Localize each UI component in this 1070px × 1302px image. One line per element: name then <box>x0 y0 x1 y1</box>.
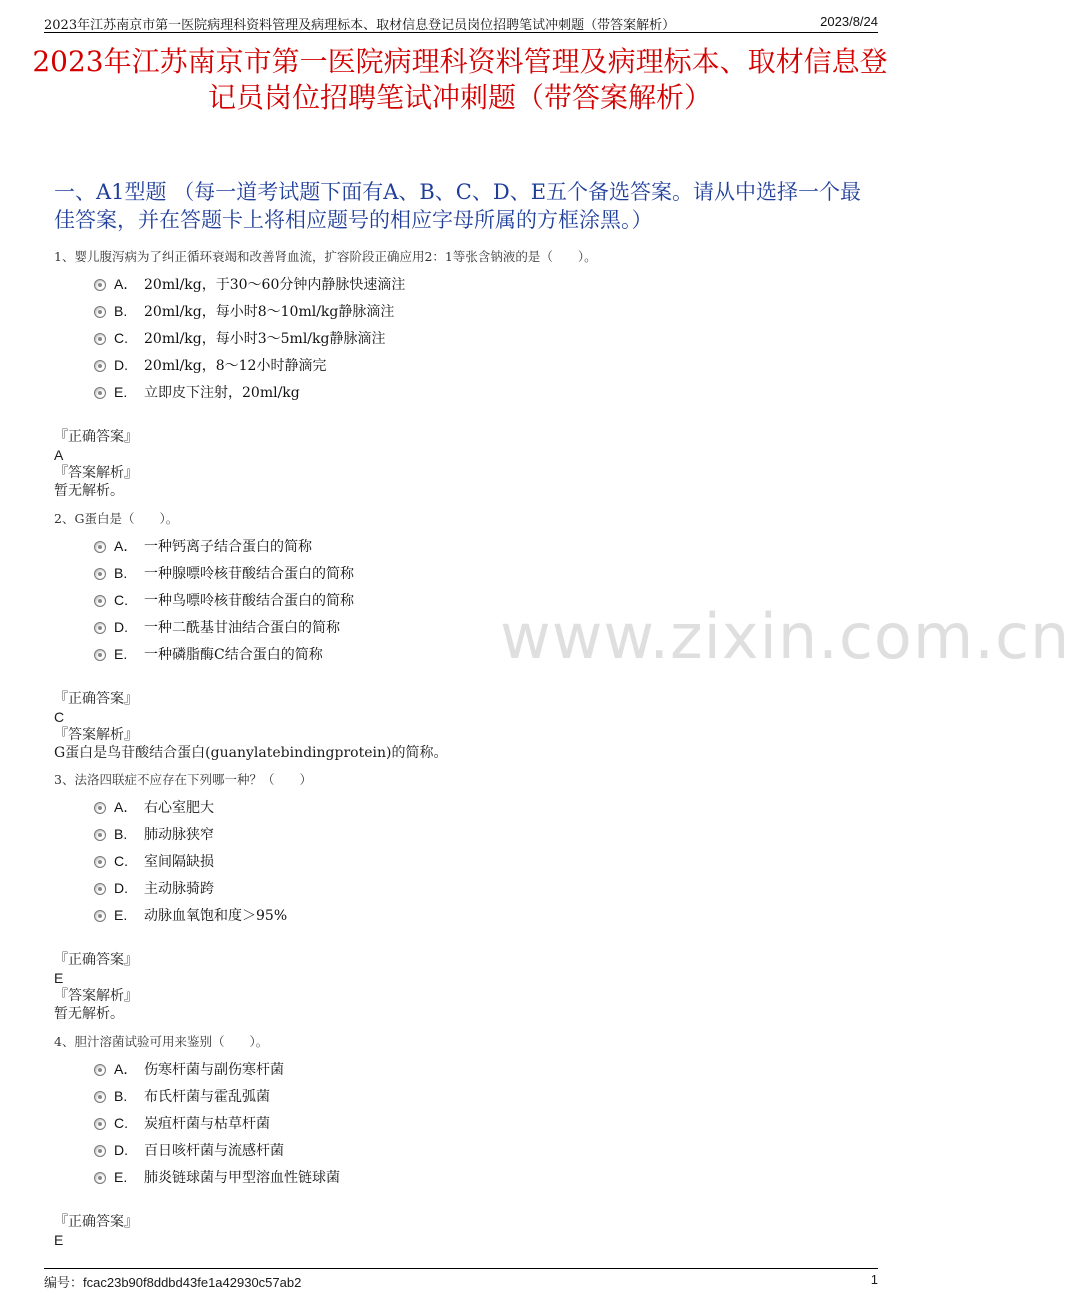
question-stem: 3、法洛四联症不应存在下列哪一种？（ ） <box>54 772 312 787</box>
radio-icon[interactable] <box>94 360 106 372</box>
radio-icon[interactable] <box>94 387 106 399</box>
radio-icon[interactable] <box>94 622 106 634</box>
radio-icon[interactable] <box>94 1172 106 1184</box>
explanation-text: 暂无解析。 <box>54 1006 124 1022</box>
radio-icon[interactable] <box>94 829 106 841</box>
footer-code-value: fcac23b90f8ddbd43fe1a42930c57ab2 <box>83 1275 302 1290</box>
question-stem: 4、胆汁溶菌试验可用来鉴别（ ）。 <box>54 1034 269 1049</box>
option-text: 20ml/kg，8～12小时静滴完 <box>144 358 327 374</box>
option-text: 肺动脉狭窄 <box>144 827 214 843</box>
page-number: 1 <box>870 1272 878 1287</box>
option-c[interactable]: C. 室间隔缺损 <box>54 848 880 875</box>
document-title: 2023年江苏南京市第一医院病理科资料管理及病理标本、取材信息登记员岗位招聘笔试冲刺题（带答案解析） <box>32 45 888 114</box>
option-a[interactable]: A． 伤寒杆菌与副伤寒杆菌 <box>54 1056 880 1083</box>
radio-icon[interactable] <box>94 649 106 661</box>
option-text: 布氏杆菌与霍乱弧菌 <box>144 1089 270 1105</box>
header-date: 2023/8/24 <box>820 14 878 29</box>
radio-icon[interactable] <box>94 279 106 291</box>
radio-icon[interactable] <box>94 1064 106 1076</box>
footer-code <box>44 1272 301 1291</box>
option-text: 肺炎链球菌与甲型溶血性链球菌 <box>144 1170 340 1186</box>
answer-value: E <box>54 970 64 986</box>
header-title: 2023年江苏南京市第一医院病理科资料管理及病理标本、取材信息登记员岗位招聘笔试冲刺题（带答案解析） <box>44 18 676 33</box>
option-text: 一种磷脂酶C结合蛋白的简称 <box>144 647 323 663</box>
option-text: 主动脉骑跨 <box>144 881 214 897</box>
radio-icon[interactable] <box>94 802 106 814</box>
explanation-text: G蛋白是鸟苷酸结合蛋白(guanylatebindingprotein)的简称。 <box>54 745 448 761</box>
radio-icon[interactable] <box>94 595 106 607</box>
options-list <box>54 1056 880 1191</box>
radio-icon[interactable] <box>94 1145 106 1157</box>
explanation-text: 暂无解析。 <box>54 483 124 499</box>
answer-value: A <box>54 447 64 463</box>
question-stem: 1、婴儿腹泻病为了纠正循环衰竭和改善肾血流，扩容阶段正确应用2：1等张含钠液的是（ ）。 <box>54 249 597 264</box>
option-e[interactable]: E. 动脉血氧饱和度＞95% <box>54 902 880 929</box>
option-text: 一种二酰基甘油结合蛋白的简称 <box>144 620 340 636</box>
radio-icon[interactable] <box>94 1091 106 1103</box>
option-text: 20ml/kg，每小时3～5ml/kg静脉滴注 <box>144 331 386 347</box>
question-3 <box>54 770 880 1023</box>
option-text: 一种钙离子结合蛋白的简称 <box>144 539 312 555</box>
question-stem: 2、G蛋白是（ ）。 <box>54 511 179 526</box>
page-header <box>44 10 878 33</box>
option-c[interactable]: C. 炭疽杆菌与枯草杆菌 <box>54 1110 880 1137</box>
option-b[interactable]: B. 肺动脉狭窄 <box>54 821 880 848</box>
explanation-label: 『答案解析』 <box>54 465 138 481</box>
option-d[interactable]: D. 20ml/kg，8～12小时静滴完 <box>54 352 880 379</box>
option-text: 立即皮下注射，20ml/kg <box>144 385 300 401</box>
answer-value: E <box>54 1232 64 1248</box>
option-d[interactable]: D. 一种二酰基甘油结合蛋白的简称 <box>54 614 880 641</box>
page-footer <box>44 1268 878 1291</box>
option-text: 室间隔缺损 <box>144 854 214 870</box>
options-list <box>54 271 880 406</box>
option-a[interactable]: A． 右心室肥大 <box>54 794 880 821</box>
answer-label: 『正确答案』 <box>54 1214 138 1230</box>
option-e[interactable]: E. 一种磷脂酶C结合蛋白的简称 <box>54 641 880 668</box>
option-text: 一种腺嘌呤核苷酸结合蛋白的简称 <box>144 566 354 582</box>
option-text: 20ml/kg，每小时8～10ml/kg静脉滴注 <box>144 304 395 320</box>
option-a[interactable]: A． 20ml/kg，于30～60分钟内静脉快速滴注 <box>54 271 880 298</box>
watermark: www.zixin.com.cn <box>500 600 1070 673</box>
option-text: 一种鸟嘌呤核苷酸结合蛋白的简称 <box>144 593 354 609</box>
question-4 <box>54 1032 880 1249</box>
radio-icon[interactable] <box>94 1118 106 1130</box>
explanation-label: 『答案解析』 <box>54 727 138 743</box>
option-b[interactable]: B. 布氏杆菌与霍乱弧菌 <box>54 1083 880 1110</box>
section-heading: 一、A1型题 （每一道考试题下面有A、B、C、D、E五个备选答案。请从中选择一个最佳答案，并在答题卡上将相应题号的相应字母所属的方框涂黑。） <box>54 180 862 232</box>
answer-value: C <box>54 709 65 725</box>
option-e[interactable]: E. 立即皮下注射，20ml/kg <box>54 379 880 406</box>
option-c[interactable]: C. 20ml/kg，每小时3～5ml/kg静脉滴注 <box>54 325 880 352</box>
answer-label: 『正确答案』 <box>54 952 138 968</box>
radio-icon[interactable] <box>94 856 106 868</box>
option-text: 右心室肥大 <box>144 800 214 816</box>
option-text: 百日咳杆菌与流感杆菌 <box>144 1143 284 1159</box>
option-e[interactable]: E. 肺炎链球菌与甲型溶血性链球菌 <box>54 1164 880 1191</box>
option-b[interactable]: B. 20ml/kg，每小时8～10ml/kg静脉滴注 <box>54 298 880 325</box>
option-text: 伤寒杆菌与副伤寒杆菌 <box>144 1062 284 1078</box>
footer-code-label: 编号： <box>44 1276 84 1291</box>
option-a[interactable]: A． 一种钙离子结合蛋白的简称 <box>54 533 880 560</box>
option-text: 炭疽杆菌与枯草杆菌 <box>144 1116 270 1132</box>
option-d[interactable]: D. 主动脉骑跨 <box>54 875 880 902</box>
question-1 <box>54 247 880 500</box>
radio-icon[interactable] <box>94 306 106 318</box>
radio-icon[interactable] <box>94 333 106 345</box>
answer-label: 『正确答案』 <box>54 429 138 445</box>
radio-icon[interactable] <box>94 568 106 580</box>
explanation-label: 『答案解析』 <box>54 988 138 1004</box>
options-list <box>54 794 880 929</box>
answer-label: 『正确答案』 <box>54 691 138 707</box>
option-b[interactable]: B. 一种腺嘌呤核苷酸结合蛋白的简称 <box>54 560 880 587</box>
option-d[interactable]: D. 百日咳杆菌与流感杆菌 <box>54 1137 880 1164</box>
option-c[interactable]: C. 一种鸟嘌呤核苷酸结合蛋白的简称 <box>54 587 880 614</box>
radio-icon[interactable] <box>94 883 106 895</box>
option-text: 动脉血氧饱和度＞95% <box>144 908 288 924</box>
radio-icon[interactable] <box>94 541 106 553</box>
radio-icon[interactable] <box>94 910 106 922</box>
option-text: 20ml/kg，于30～60分钟内静脉快速滴注 <box>144 277 406 293</box>
